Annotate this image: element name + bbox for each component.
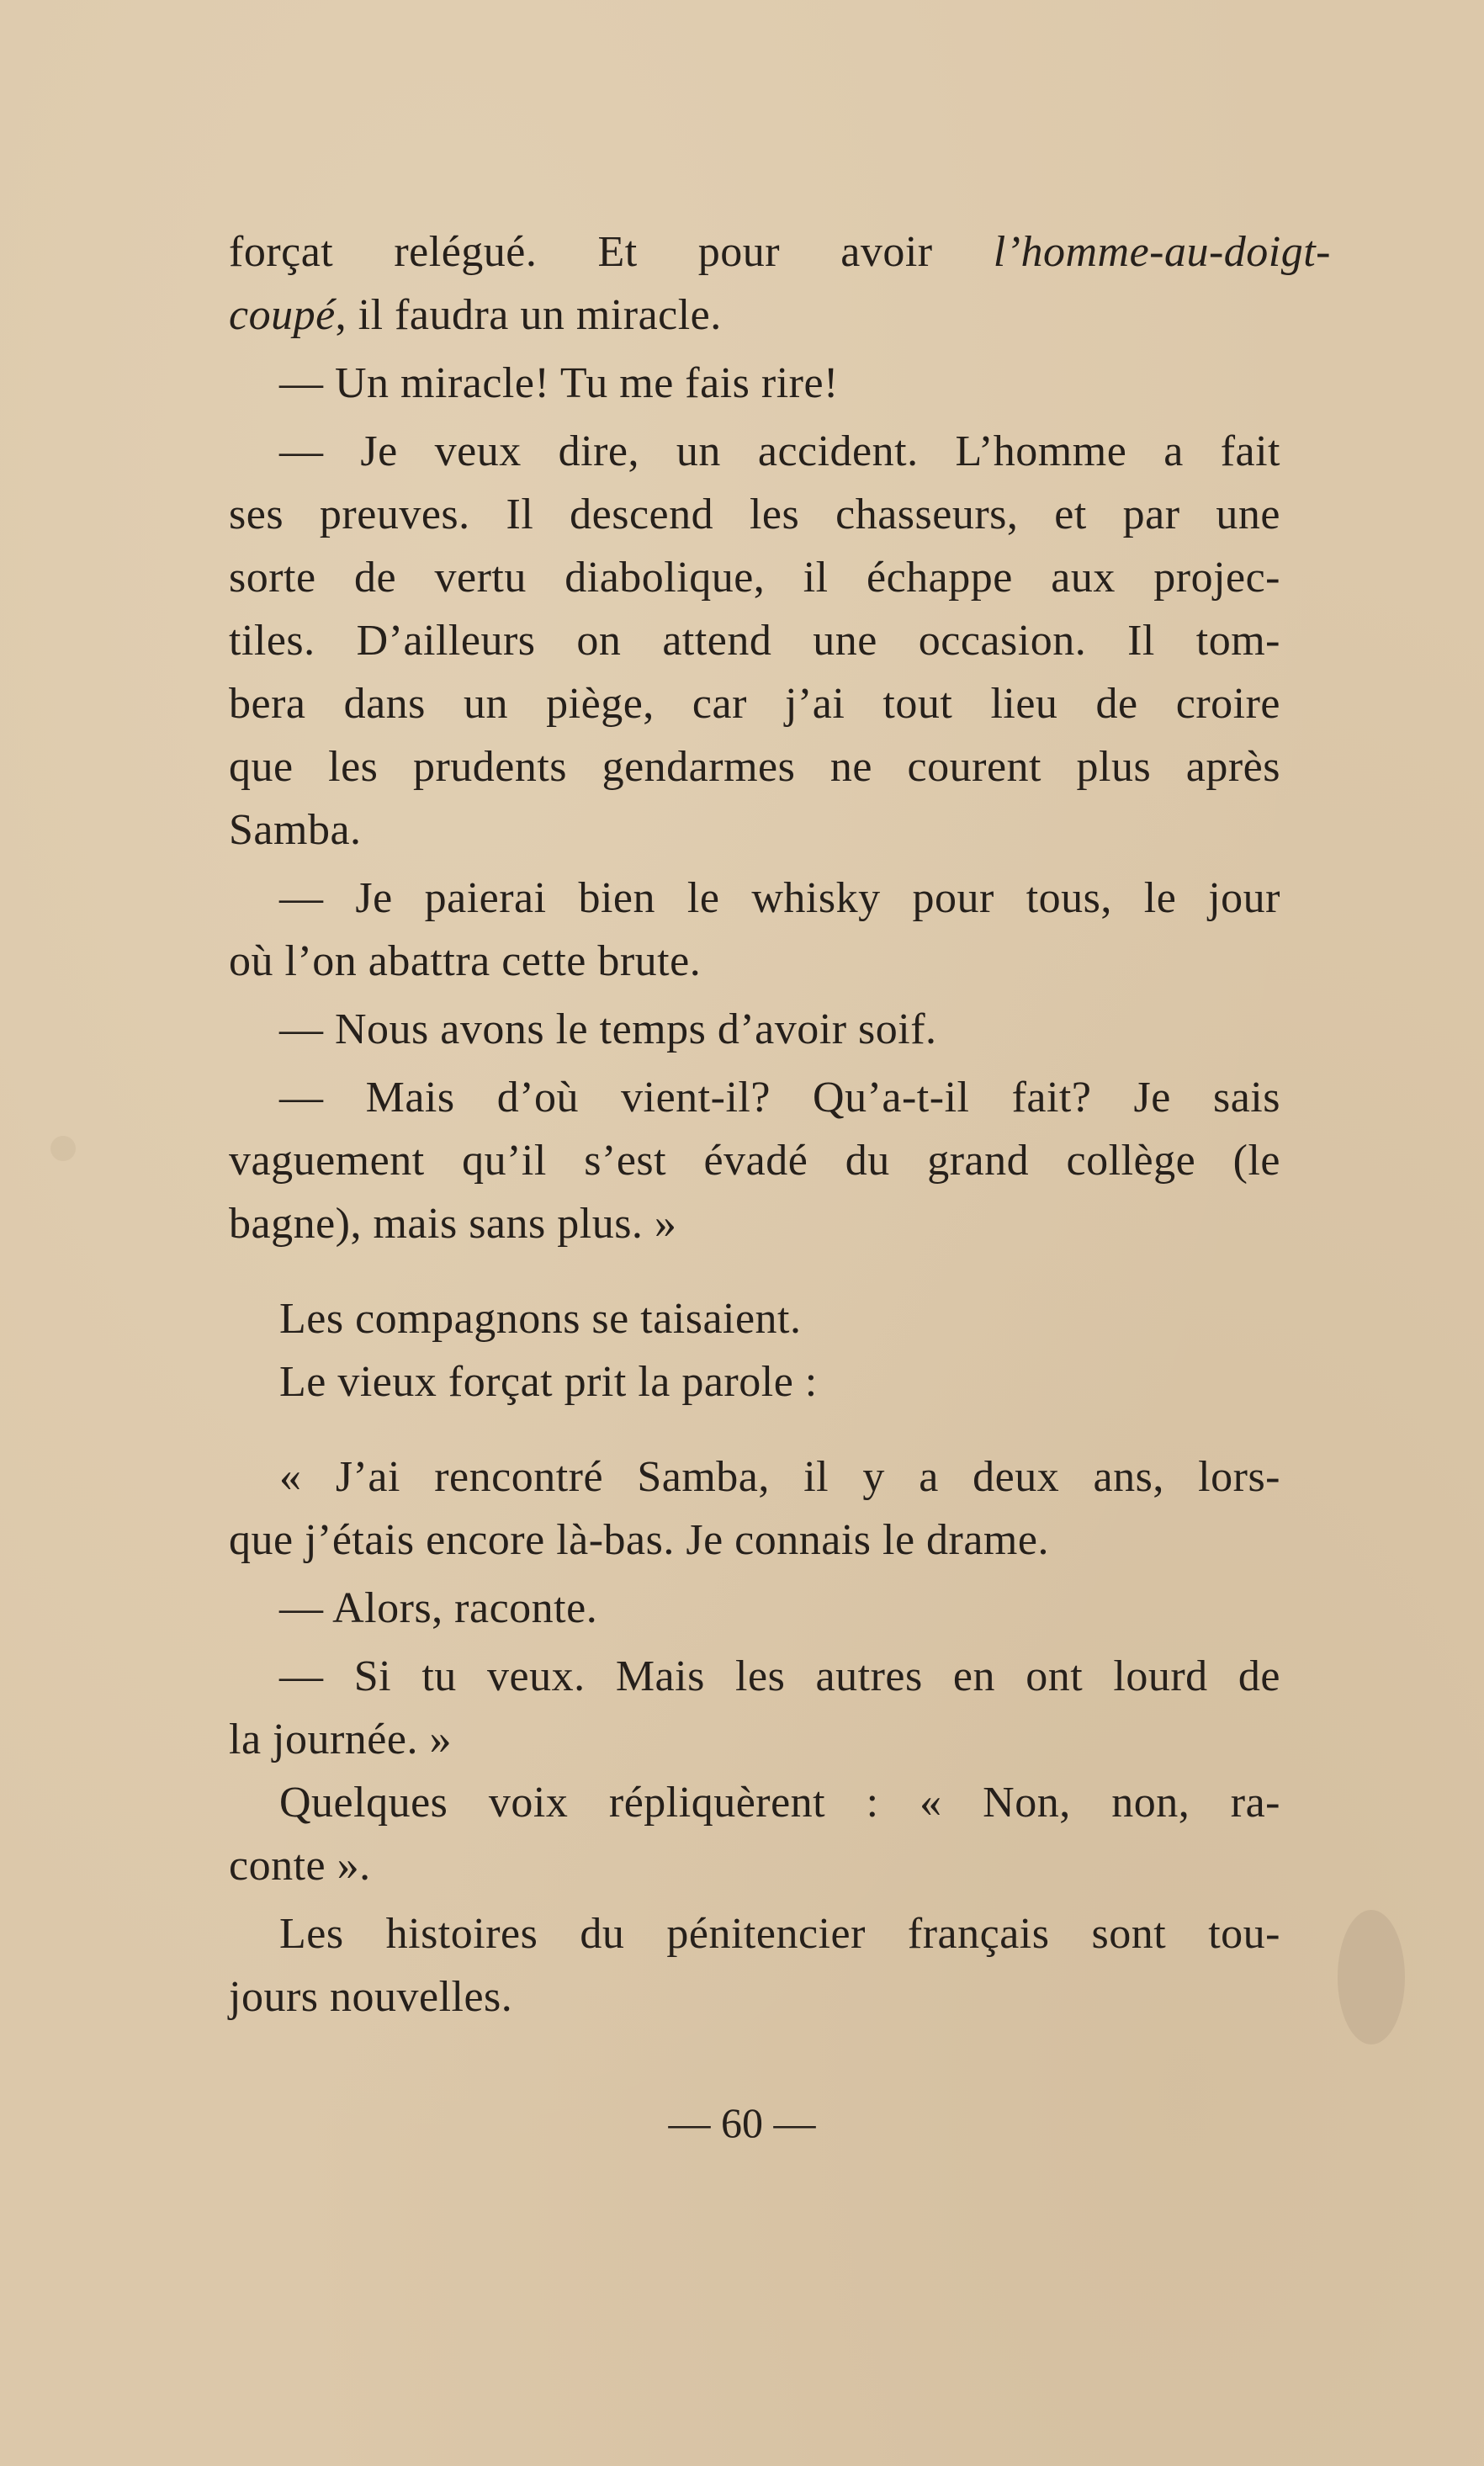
page-stain — [50, 1136, 76, 1161]
paragraph — [229, 998, 1331, 1061]
text-line: — Je veux dire, un accident. L’homme a fait — [279, 427, 1280, 475]
paragraph — [229, 867, 1331, 993]
paragraph — [229, 352, 1331, 415]
text-line: forçat relégué. Et pour avoir l’homme-au-doigt- — [229, 228, 1331, 276]
text-line: Les histoires du pénitencier français sont tou- — [279, 1910, 1280, 1958]
text-line: que j’étais encore là-bas. Je connais le drame. — [229, 1516, 1049, 1564]
text-line: que les prudents gendarmes ne courent plus après — [229, 743, 1280, 791]
text-line: jours nouvelles. — [229, 1973, 513, 2021]
paragraph — [229, 220, 1331, 347]
text-line: — Alors, raconte. — [279, 1584, 598, 1632]
text-line: sorte de vertu diabolique, il échappe aux projec- — [229, 554, 1280, 602]
text-line: la journée. » — [229, 1716, 452, 1763]
text-line: Quelques voix répliquèrent : « Non, non, ra- — [279, 1779, 1280, 1827]
page-stain — [1338, 1910, 1405, 2044]
paragraph — [229, 420, 1331, 862]
text-line: Samba. — [229, 806, 362, 854]
text-line: ses preuves. Il descend les chasseurs, et par une — [229, 491, 1280, 538]
text-line: bera dans un piège, car j’ai tout lieu de croire — [229, 680, 1280, 728]
paragraph — [229, 1902, 1331, 2028]
text-line: Le vieux forçat prit la parole : — [279, 1358, 818, 1406]
paragraph — [229, 1350, 1331, 1413]
paragraph — [229, 1771, 1331, 1897]
text-line: Les compagnons se taisaient. — [279, 1295, 802, 1343]
text-line: — Nous avons le temps d’avoir soif. — [279, 1005, 937, 1053]
paragraph — [229, 1287, 1331, 1350]
text-line: — Si tu veux. Mais les autres en ont lourd de — [279, 1652, 1280, 1700]
paragraph — [229, 1645, 1331, 1771]
text-line: — Un miracle! Tu me fais rire! — [279, 359, 839, 407]
page-number: — 60 — — [668, 2099, 816, 2146]
paragraph — [229, 1445, 1331, 1572]
text-line: tiles. D’ailleurs on attend une occasion. Il tom- — [229, 617, 1280, 665]
text-line: bagne), mais sans plus. » — [229, 1200, 677, 1248]
paragraph — [229, 1066, 1331, 1255]
text-line: — Je paierai bien le whisky pour tous, le jour — [279, 874, 1280, 922]
text-line: — Mais d’où vient-il? Qu’a-t-il fait? Je sais — [279, 1074, 1280, 1122]
text-line: « J’ai rencontré Samba, il y a deux ans, lors- — [279, 1453, 1280, 1501]
text-line: conte ». — [229, 1842, 371, 1890]
body-text — [229, 220, 1331, 2028]
text-line: vaguement qu’il s’est évadé du grand collège (le — [229, 1137, 1280, 1185]
text-line: coupé, il faudra un miracle. — [229, 291, 722, 339]
text-line: où l’on abattra cette brute. — [229, 937, 702, 985]
paragraph — [229, 1577, 1331, 1640]
